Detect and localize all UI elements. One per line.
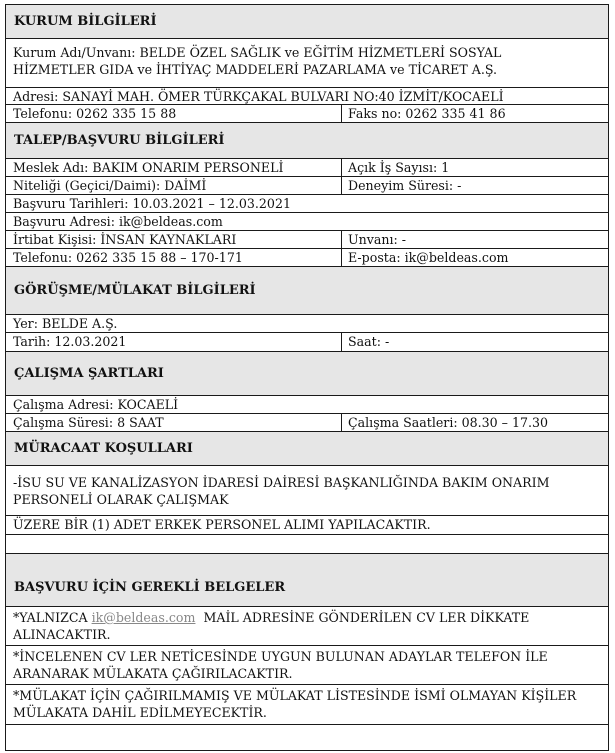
talep-nitelik-row [6, 177, 608, 195]
divider [341, 333, 342, 351]
belge-1-suffix: MAİL ADRESİNE GÖNDERİLEN CV LER DİKKATE [195, 610, 530, 625]
irtibat-kisisi: İrtibat Kişisi: İNSAN KAYNAKLARI [13, 232, 237, 247]
section-header-talep [6, 123, 608, 159]
belge-2-line1: *İNCELENEN CV LER NETİCESİNDE UYGUN BULUNAN ADAYLAR TELEFON İLE [13, 649, 548, 664]
divider [341, 414, 342, 431]
kurum-telefon-row [6, 105, 608, 123]
talep-tarihler-row [6, 195, 608, 213]
muracaat-line2: PERSONELİ OLARAK ÇALIŞMAK [13, 492, 229, 507]
section-title: ÇALIŞMA ŞARTLARI [14, 366, 164, 381]
document-form [5, 4, 609, 751]
meslek-adi: Meslek Adı: BAKIM ONARIM PERSONELİ [13, 160, 284, 175]
divider [341, 231, 342, 248]
gorusme-yer-row [6, 315, 608, 333]
kurum-adi-line2: HİZMETLER GIDA ve İHTİYAÇ MADDELERİ PAZARLAMA ve TİCARET A.Ş. [13, 62, 498, 77]
kurum-adres: Adresi: SANAYİ MAH. ÖMER TÜRKÇAKAL BULVARI NO:40 İZMİT/KOCAELİ [13, 89, 504, 104]
talep-irtibat-row [6, 231, 608, 249]
calisma-sure-row [6, 414, 608, 432]
muracaat-line3: ÜZERE BİR (1) ADET ERKEK PERSONEL ALIMI YAPILACAKTIR. [13, 517, 431, 532]
talep-meslek-row [6, 159, 608, 177]
basvuru-tarihleri: Başvuru Tarihleri: 10.03.2021 – 12.03.2021 [13, 196, 291, 211]
belge-1-row [6, 607, 608, 646]
gorusme-tarih-row [6, 333, 608, 352]
belge-2-row [6, 646, 608, 685]
talep-adres-row [6, 213, 608, 231]
deneyim-suresi: Deneyim Süresi: - [348, 178, 462, 193]
empty-row [6, 535, 608, 554]
section-header-kurum [6, 5, 608, 39]
kurum-faks: Faks no: 0262 335 41 86 [348, 106, 506, 121]
belge-1-line2: ALINACAKTIR. [13, 627, 111, 642]
section-header-belgeler [6, 554, 608, 607]
section-header-muracaat [6, 432, 608, 466]
nitelik: Niteliği (Geçici/Daimi): DAİMİ [13, 178, 207, 193]
kurum-adres-row [6, 88, 608, 105]
kurum-adi-line1: Kurum Adı/Unvanı: BELDE ÖZEL SAĞLIK ve EĞİTİM HİZMETLERİ SOSYAL [13, 45, 502, 60]
email-link[interactable]: ik@beldeas.com [91, 610, 196, 625]
section-title: GÖRÜŞME/MÜLAKAT BİLGİLERİ [14, 283, 256, 298]
belge-3-row [6, 685, 608, 725]
muracaat-text-row [6, 466, 608, 516]
unvan: Unvanı: - [348, 232, 406, 247]
empty-row [6, 725, 608, 750]
belge-3-line2: MÜLAKATA DAHİL EDİLMEYECEKTİR. [13, 705, 267, 720]
section-title: MÜRACAAT KOŞULLARI [14, 441, 193, 456]
section-title: KURUM BİLGİLERİ [14, 14, 157, 29]
belge-1-line1 [6, 609, 608, 626]
gorusme-yer: Yer: BELDE A.Ş. [13, 316, 118, 331]
divider [341, 249, 342, 266]
belge-3-line1: *MÜLAKAT İÇİN ÇAĞIRILMAMIŞ VE MÜLAKAT LİSTESİNDE İSMİ OLMAYAN KİŞİLER [13, 688, 577, 703]
divider [341, 177, 342, 194]
talep-telefon: Telefonu: 0262 335 15 88 – 170-171 [13, 250, 243, 265]
calisma-adresi: Çalışma Adresi: KOCAELİ [13, 397, 179, 412]
section-title: TALEP/BAŞVURU BİLGİLERİ [14, 133, 225, 148]
gorusme-tarih: Tarih: 12.03.2021 [13, 334, 127, 349]
calisma-suresi: Çalışma Süresi: 8 SAAT [13, 415, 164, 430]
talep-telefon-row [6, 249, 608, 267]
kurum-adi-row [6, 39, 608, 88]
talep-eposta: E-posta: ik@beldeas.com [348, 250, 509, 265]
muracaat-line1: -İSU SU VE KANALİZASYON İDARESİ DAİRESİ BAŞKANLIĞINDA BAKIM ONARIM [13, 475, 550, 490]
gorusme-saat: Saat: - [348, 334, 390, 349]
section-title: BAŞVURU İÇİN GEREKLİ BELGELER [14, 579, 286, 595]
belge-2-line2: ARANARAK MÜLAKATA ÇAĞIRILACAKTIR. [13, 666, 293, 681]
acik-is-sayisi: Açık İş Sayısı: 1 [348, 160, 450, 175]
calisma-saatleri: Çalışma Saatleri: 08.30 – 17.30 [348, 415, 549, 430]
section-header-gorusme [6, 267, 608, 315]
basvuru-adresi: Başvuru Adresi: ik@beldeas.com [13, 214, 223, 229]
calisma-adres-row [6, 396, 608, 414]
divider [341, 105, 342, 122]
belge-1-prefix: *YALNIZCA [13, 610, 92, 625]
divider [341, 159, 342, 176]
kurum-telefon: Telefonu: 0262 335 15 88 [13, 106, 177, 121]
muracaat-line3-row [6, 516, 608, 535]
section-header-calisma [6, 352, 608, 396]
